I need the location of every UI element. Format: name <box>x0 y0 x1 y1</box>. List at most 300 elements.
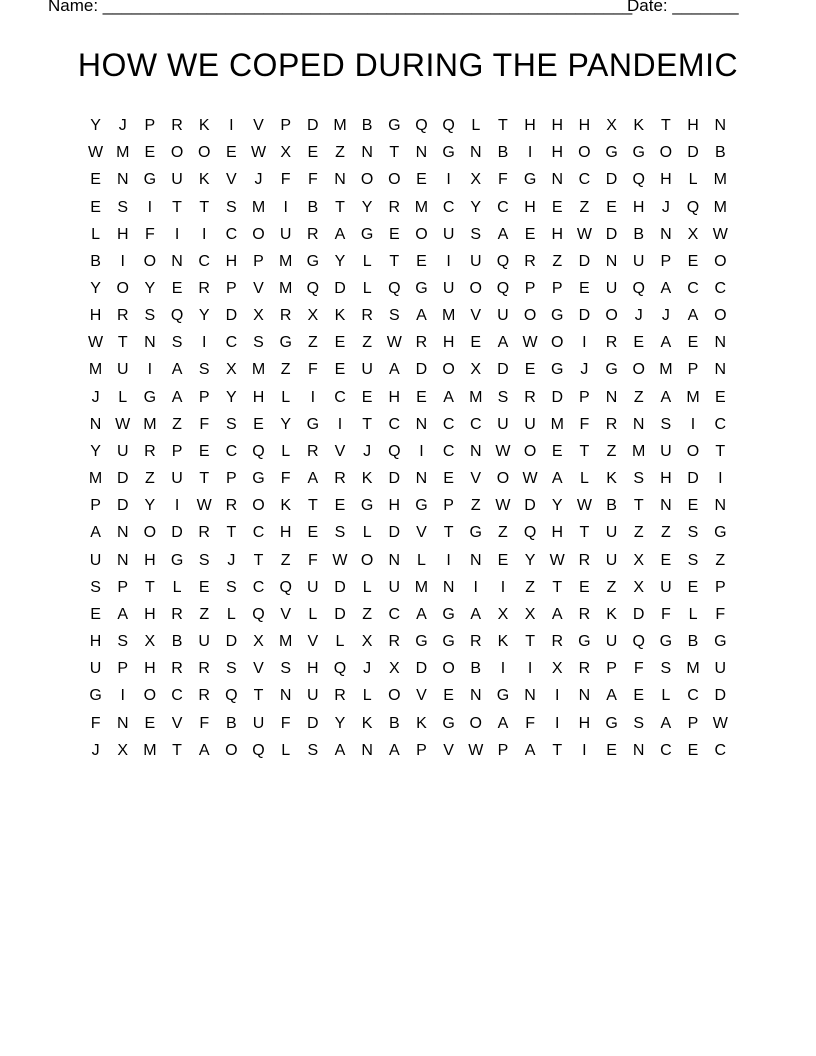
grid-letter[interactable]: F <box>280 171 291 189</box>
grid-letter[interactable]: G <box>442 605 455 623</box>
grid-letter[interactable]: S <box>171 334 183 352</box>
grid-letter[interactable]: N <box>524 687 536 705</box>
grid-letter[interactable]: H <box>89 307 102 325</box>
grid-letter[interactable]: E <box>334 497 346 515</box>
grid-letter[interactable]: E <box>606 741 617 759</box>
grid-letter[interactable]: L <box>688 171 698 189</box>
grid-letter[interactable]: T <box>253 551 264 569</box>
grid-letter[interactable]: K <box>334 307 346 325</box>
grid-letter[interactable]: F <box>280 714 291 732</box>
grid-letter[interactable]: J <box>254 171 263 189</box>
grid-letter[interactable]: A <box>171 388 183 406</box>
grid-letter[interactable]: C <box>687 687 699 705</box>
grid-letter[interactable]: R <box>388 633 401 651</box>
grid-letter[interactable]: R <box>225 497 238 515</box>
grid-letter[interactable]: B <box>497 144 509 162</box>
grid-letter[interactable]: O <box>170 144 184 162</box>
grid-letter[interactable]: P <box>144 117 156 135</box>
grid-letter[interactable]: K <box>280 497 291 515</box>
grid-letter[interactable]: M <box>469 388 483 406</box>
grid-letter[interactable]: E <box>307 524 319 542</box>
grid-letter[interactable]: R <box>307 442 319 460</box>
grid-letter[interactable]: U <box>605 524 618 542</box>
grid-letter[interactable]: L <box>172 578 182 596</box>
grid-letter[interactable]: O <box>523 307 537 325</box>
grid-letter[interactable]: E <box>334 334 346 352</box>
grid-letter[interactable]: S <box>144 307 156 325</box>
grid-letter[interactable]: G <box>469 524 482 542</box>
grid-letter[interactable]: K <box>606 605 617 623</box>
grid-letter[interactable]: S <box>226 198 237 216</box>
grid-letter[interactable]: G <box>170 551 184 569</box>
grid-letter[interactable]: R <box>605 334 618 352</box>
grid-letter[interactable]: P <box>660 252 672 270</box>
grid-letter[interactable]: S <box>660 660 672 678</box>
grid-letter[interactable]: X <box>524 605 536 623</box>
grid-letter[interactable]: C <box>388 605 401 623</box>
grid-letter[interactable]: E <box>443 470 454 488</box>
grid-letter[interactable]: K <box>361 470 373 488</box>
grid-letter[interactable]: V <box>334 442 346 460</box>
grid-letter[interactable]: L <box>362 252 372 270</box>
grid-letter[interactable]: C <box>497 198 509 216</box>
grid-letter[interactable]: X <box>388 660 400 678</box>
grid-letter[interactable]: S <box>633 714 645 732</box>
grid-letter[interactable]: Y <box>90 280 101 298</box>
grid-letter[interactable]: M <box>441 307 456 325</box>
grid-letter[interactable]: N <box>116 524 129 542</box>
grid-letter[interactable]: C <box>334 388 346 406</box>
grid-letter[interactable]: N <box>415 470 428 488</box>
grid-letter[interactable]: T <box>226 524 237 542</box>
grid-letter[interactable]: Z <box>552 252 563 270</box>
grid-letter[interactable]: P <box>687 714 699 732</box>
grid-letter[interactable]: X <box>253 307 264 325</box>
grid-letter[interactable]: P <box>443 497 454 515</box>
grid-letter[interactable]: W <box>88 334 104 352</box>
grid-letter[interactable]: K <box>633 117 645 135</box>
grid-letter[interactable]: D <box>334 280 346 298</box>
grid-letter[interactable]: I <box>500 578 506 596</box>
grid-letter[interactable]: K <box>497 633 509 651</box>
grid-letter[interactable]: E <box>90 198 101 216</box>
grid-letter[interactable]: L <box>362 280 372 298</box>
grid-letter[interactable]: G <box>714 633 727 651</box>
grid-letter[interactable]: C <box>469 415 482 433</box>
grid-letter[interactable]: E <box>579 280 590 298</box>
grid-letter[interactable]: I <box>473 578 478 596</box>
grid-letter[interactable]: U <box>660 578 672 596</box>
grid-letter[interactable]: O <box>605 307 618 325</box>
grid-letter[interactable]: I <box>283 198 288 216</box>
grid-letter[interactable]: X <box>470 171 482 189</box>
grid-letter[interactable]: S <box>226 415 237 433</box>
grid-letter[interactable]: L <box>688 605 698 623</box>
grid-letter[interactable]: A <box>606 687 617 705</box>
grid-letter[interactable]: J <box>661 307 670 325</box>
grid-letter[interactable]: X <box>280 144 291 162</box>
grid-letter[interactable]: N <box>578 687 591 705</box>
grid-letter[interactable]: N <box>171 252 183 270</box>
grid-letter[interactable]: R <box>578 605 591 623</box>
grid-letter[interactable]: E <box>144 144 156 162</box>
grid-letter[interactable]: Z <box>470 497 481 515</box>
grid-letter[interactable]: N <box>442 578 455 596</box>
grid-letter[interactable]: E <box>198 578 210 596</box>
grid-letter[interactable]: Z <box>660 524 671 542</box>
grid-letter[interactable]: L <box>661 687 671 705</box>
grid-letter[interactable]: M <box>279 252 293 270</box>
grid-letter[interactable]: E <box>253 415 264 433</box>
grid-letter[interactable]: P <box>226 280 237 298</box>
grid-letter[interactable]: Z <box>498 524 508 542</box>
grid-letter[interactable]: U <box>116 442 129 460</box>
grid-letter[interactable]: N <box>116 551 129 569</box>
grid-letter[interactable]: A <box>660 714 672 732</box>
grid-letter[interactable]: R <box>116 307 129 325</box>
grid-letter[interactable]: M <box>686 660 700 678</box>
grid-letter[interactable]: X <box>633 551 645 569</box>
grid-letter[interactable]: A <box>198 741 210 759</box>
grid-letter[interactable]: C <box>442 415 455 433</box>
grid-letter[interactable]: L <box>281 388 291 406</box>
grid-letter[interactable]: Z <box>335 144 345 162</box>
grid-letter[interactable]: O <box>442 660 455 678</box>
grid-letter[interactable]: R <box>578 551 591 569</box>
grid-letter[interactable]: U <box>714 660 727 678</box>
grid-letter[interactable]: I <box>527 144 533 162</box>
grid-letter[interactable]: D <box>388 524 401 542</box>
grid-letter[interactable]: O <box>197 144 211 162</box>
grid-letter[interactable]: O <box>659 144 673 162</box>
grid-letter[interactable]: F <box>525 714 535 732</box>
grid-letter[interactable]: W <box>549 551 565 569</box>
grid-letter[interactable]: E <box>687 334 699 352</box>
grid-letter[interactable]: O <box>143 252 157 270</box>
grid-letter[interactable]: Q <box>442 117 455 135</box>
grid-letter[interactable]: G <box>659 633 673 651</box>
grid-letter[interactable]: R <box>605 415 618 433</box>
grid-letter[interactable]: N <box>714 334 727 352</box>
grid-letter[interactable]: D <box>225 633 238 651</box>
grid-letter[interactable]: I <box>718 470 723 488</box>
grid-letter[interactable]: A <box>443 388 454 406</box>
grid-letter[interactable]: X <box>226 361 237 379</box>
grid-letter[interactable]: A <box>660 334 672 352</box>
grid-letter[interactable]: P <box>524 280 536 298</box>
grid-letter[interactable]: X <box>551 660 563 678</box>
grid-letter[interactable]: Q <box>415 117 428 135</box>
grid-letter[interactable]: T <box>552 578 563 596</box>
grid-letter[interactable]: O <box>686 442 700 460</box>
grid-letter[interactable]: I <box>582 741 587 759</box>
grid-letter[interactable]: H <box>524 198 536 216</box>
grid-letter[interactable]: C <box>714 741 727 759</box>
grid-letter[interactable]: D <box>687 144 699 162</box>
grid-letter[interactable]: Q <box>388 442 401 460</box>
grid-letter[interactable]: O <box>496 470 510 488</box>
grid-letter[interactable]: S <box>633 470 645 488</box>
grid-letter[interactable]: O <box>551 334 564 352</box>
grid-letter[interactable]: X <box>497 605 509 623</box>
grid-letter[interactable]: G <box>388 117 401 135</box>
grid-letter[interactable]: H <box>551 117 564 135</box>
grid-letter[interactable]: C <box>442 198 455 216</box>
grid-letter[interactable]: P <box>171 442 183 460</box>
grid-letter[interactable]: K <box>198 171 210 189</box>
grid-letter[interactable]: J <box>363 442 372 460</box>
grid-letter[interactable]: L <box>417 551 426 569</box>
grid-letter[interactable]: E <box>90 605 101 623</box>
grid-letter[interactable]: D <box>578 252 591 270</box>
grid-letter[interactable]: F <box>145 225 155 243</box>
grid-letter[interactable]: X <box>361 633 373 651</box>
grid-letter[interactable]: T <box>660 117 671 135</box>
grid-letter[interactable]: T <box>498 117 508 135</box>
grid-letter[interactable]: S <box>90 578 101 596</box>
grid-letter[interactable]: H <box>116 225 129 243</box>
grid-letter[interactable]: V <box>253 280 264 298</box>
grid-letter[interactable]: R <box>551 633 564 651</box>
grid-letter[interactable]: H <box>551 144 564 162</box>
grid-letter[interactable]: C <box>171 687 183 705</box>
grid-letter[interactable]: E <box>144 714 156 732</box>
grid-letter[interactable]: C <box>225 442 238 460</box>
grid-letter[interactable]: N <box>116 171 129 189</box>
grid-letter[interactable]: N <box>279 687 292 705</box>
grid-letter[interactable]: Z <box>307 334 318 352</box>
grid-letter[interactable]: B <box>470 660 482 678</box>
grid-letter[interactable]: M <box>116 144 130 162</box>
grid-letter[interactable]: Q <box>632 280 645 298</box>
grid-letter[interactable]: N <box>714 361 727 379</box>
grid-letter[interactable]: A <box>334 741 346 759</box>
grid-letter[interactable]: C <box>252 578 265 596</box>
grid-letter[interactable]: X <box>687 225 699 243</box>
grid-letter[interactable]: R <box>334 687 346 705</box>
grid-letter[interactable]: L <box>362 687 372 705</box>
grid-letter[interactable]: N <box>388 551 401 569</box>
grid-letter[interactable]: E <box>551 442 563 460</box>
grid-letter[interactable]: I <box>527 660 533 678</box>
grid-letter[interactable]: I <box>310 388 316 406</box>
grid-letter[interactable]: T <box>715 442 726 460</box>
grid-letter[interactable]: N <box>632 741 645 759</box>
grid-letter[interactable]: S <box>497 388 509 406</box>
grid-letter[interactable]: I <box>229 117 234 135</box>
grid-letter[interactable]: S <box>117 633 129 651</box>
grid-letter[interactable]: E <box>687 578 699 596</box>
grid-letter[interactable]: E <box>226 144 237 162</box>
grid-letter[interactable]: W <box>712 714 728 732</box>
grid-letter[interactable]: J <box>91 741 100 759</box>
grid-letter[interactable]: O <box>632 361 645 379</box>
grid-letter[interactable]: U <box>89 551 102 569</box>
grid-letter[interactable]: G <box>89 687 102 705</box>
grid-letter[interactable]: H <box>144 660 156 678</box>
grid-letter[interactable]: U <box>632 252 645 270</box>
grid-letter[interactable]: S <box>470 225 482 243</box>
grid-letter[interactable]: B <box>361 117 373 135</box>
grid-letter[interactable]: K <box>361 714 373 732</box>
grid-letter[interactable]: Y <box>280 415 291 433</box>
grid-letter[interactable]: I <box>337 415 343 433</box>
grid-letter[interactable]: D <box>307 117 319 135</box>
grid-letter[interactable]: G <box>306 415 320 433</box>
grid-letter[interactable]: H <box>279 524 292 542</box>
grid-letter[interactable]: S <box>687 551 699 569</box>
grid-letter[interactable]: D <box>714 687 727 705</box>
grid-letter[interactable]: C <box>388 415 401 433</box>
grid-letter[interactable]: L <box>226 605 236 623</box>
grid-letter[interactable]: Y <box>90 117 101 135</box>
grid-letter[interactable]: I <box>120 252 125 270</box>
grid-letter[interactable]: C <box>660 741 672 759</box>
grid-letter[interactable]: Y <box>470 198 482 216</box>
grid-letter[interactable]: W <box>495 497 511 515</box>
grid-letter[interactable]: A <box>497 334 509 352</box>
grid-letter[interactable]: S <box>117 198 129 216</box>
grid-letter[interactable]: G <box>523 171 537 189</box>
grid-letter[interactable]: J <box>634 307 643 325</box>
grid-letter[interactable]: G <box>143 388 157 406</box>
grid-letter[interactable]: L <box>362 578 372 596</box>
grid-letter[interactable]: L <box>335 633 345 651</box>
grid-letter[interactable]: A <box>90 524 101 542</box>
grid-letter[interactable]: C <box>252 524 265 542</box>
grid-letter[interactable]: E <box>416 388 427 406</box>
date-field[interactable]: Date: _______ <box>627 0 739 15</box>
grid-letter[interactable]: U <box>469 252 482 270</box>
grid-letter[interactable]: D <box>334 605 346 623</box>
grid-letter[interactable]: N <box>361 144 373 162</box>
grid-letter[interactable]: Q <box>333 660 347 678</box>
grid-letter[interactable]: R <box>334 470 346 488</box>
grid-letter[interactable]: Y <box>361 198 373 216</box>
grid-letter[interactable]: H <box>551 524 564 542</box>
grid-letter[interactable]: N <box>415 144 428 162</box>
grid-letter[interactable]: M <box>88 361 103 379</box>
grid-letter[interactable]: G <box>415 280 428 298</box>
grid-letter[interactable]: W <box>522 470 538 488</box>
grid-letter[interactable]: M <box>88 470 103 488</box>
grid-letter[interactable]: G <box>496 687 510 705</box>
grid-letter[interactable]: F <box>715 605 726 623</box>
grid-letter[interactable]: T <box>525 633 535 651</box>
grid-letter[interactable]: G <box>306 252 320 270</box>
grid-letter[interactable]: G <box>442 714 455 732</box>
grid-letter[interactable]: U <box>198 633 210 651</box>
grid-letter[interactable]: X <box>470 361 482 379</box>
grid-letter[interactable]: P <box>280 117 291 135</box>
grid-letter[interactable]: R <box>469 633 482 651</box>
grid-letter[interactable]: B <box>90 252 101 270</box>
grid-letter[interactable]: V <box>253 660 264 678</box>
grid-letter[interactable]: I <box>555 714 560 732</box>
grid-letter[interactable]: S <box>253 334 264 352</box>
grid-letter[interactable]: H <box>660 470 672 488</box>
grid-letter[interactable]: W <box>332 551 348 569</box>
grid-letter[interactable]: U <box>442 225 455 243</box>
grid-letter[interactable]: X <box>253 633 264 651</box>
grid-letter[interactable]: D <box>415 660 428 678</box>
grid-letter[interactable]: K <box>606 470 617 488</box>
name-field[interactable]: Name: ________________________________________________________ <box>48 0 633 15</box>
grid-letter[interactable]: O <box>388 171 401 189</box>
grid-letter[interactable]: J <box>118 117 127 135</box>
grid-letter[interactable]: M <box>251 361 266 379</box>
grid-letter[interactable]: V <box>470 470 482 488</box>
grid-letter[interactable]: G <box>279 334 292 352</box>
grid-letter[interactable]: O <box>714 307 727 325</box>
grid-letter[interactable]: A <box>334 225 346 243</box>
grid-letter[interactable]: T <box>579 524 590 542</box>
grid-letter[interactable]: L <box>471 117 481 135</box>
grid-letter[interactable]: P <box>117 660 129 678</box>
grid-letter[interactable]: R <box>171 660 183 678</box>
grid-letter[interactable]: M <box>713 198 727 216</box>
grid-letter[interactable]: I <box>446 551 451 569</box>
grid-letter[interactable]: D <box>415 361 428 379</box>
grid-letter[interactable]: R <box>171 117 183 135</box>
grid-letter[interactable]: H <box>660 171 672 189</box>
grid-letter[interactable]: F <box>199 714 210 732</box>
grid-letter[interactable]: C <box>225 334 238 352</box>
grid-letter[interactable]: R <box>144 442 156 460</box>
grid-letter[interactable]: G <box>605 361 618 379</box>
grid-letter[interactable]: G <box>360 497 374 515</box>
grid-letter[interactable]: E <box>171 280 183 298</box>
grid-letter[interactable]: U <box>361 361 373 379</box>
grid-letter[interactable]: H <box>524 117 536 135</box>
grid-letter[interactable]: Y <box>334 252 346 270</box>
grid-letter[interactable]: Z <box>172 415 182 433</box>
grid-letter[interactable]: V <box>443 741 454 759</box>
grid-letter[interactable]: V <box>253 117 264 135</box>
grid-letter[interactable]: I <box>174 225 180 243</box>
grid-letter[interactable]: E <box>687 741 699 759</box>
grid-letter[interactable]: R <box>361 307 373 325</box>
grid-letter[interactable]: U <box>171 470 183 488</box>
grid-letter[interactable]: N <box>632 415 645 433</box>
grid-letter[interactable]: V <box>280 605 291 623</box>
grid-letter[interactable]: E <box>606 198 617 216</box>
grid-letter[interactable]: V <box>416 687 427 705</box>
grid-letter[interactable]: B <box>388 714 400 732</box>
grid-letter[interactable]: S <box>687 524 699 542</box>
grid-letter[interactable]: E <box>307 144 319 162</box>
grid-letter[interactable]: N <box>361 741 373 759</box>
grid-letter[interactable]: Y <box>334 714 346 732</box>
grid-letter[interactable]: O <box>714 252 727 270</box>
grid-letter[interactable]: H <box>388 388 401 406</box>
grid-letter[interactable]: N <box>714 117 727 135</box>
grid-letter[interactable]: G <box>143 171 157 189</box>
grid-letter[interactable]: T <box>199 198 210 216</box>
grid-letter[interactable]: S <box>307 741 319 759</box>
grid-letter[interactable]: T <box>389 144 400 162</box>
grid-letter[interactable]: Z <box>633 388 644 406</box>
grid-letter[interactable]: D <box>116 470 129 488</box>
grid-letter[interactable]: C <box>225 225 238 243</box>
grid-letter[interactable]: W <box>576 497 592 515</box>
grid-letter[interactable]: G <box>605 714 618 732</box>
grid-letter[interactable]: V <box>171 714 183 732</box>
grid-letter[interactable]: I <box>120 687 125 705</box>
grid-letter[interactable]: F <box>199 415 210 433</box>
grid-letter[interactable]: E <box>361 388 373 406</box>
grid-letter[interactable]: V <box>226 171 237 189</box>
